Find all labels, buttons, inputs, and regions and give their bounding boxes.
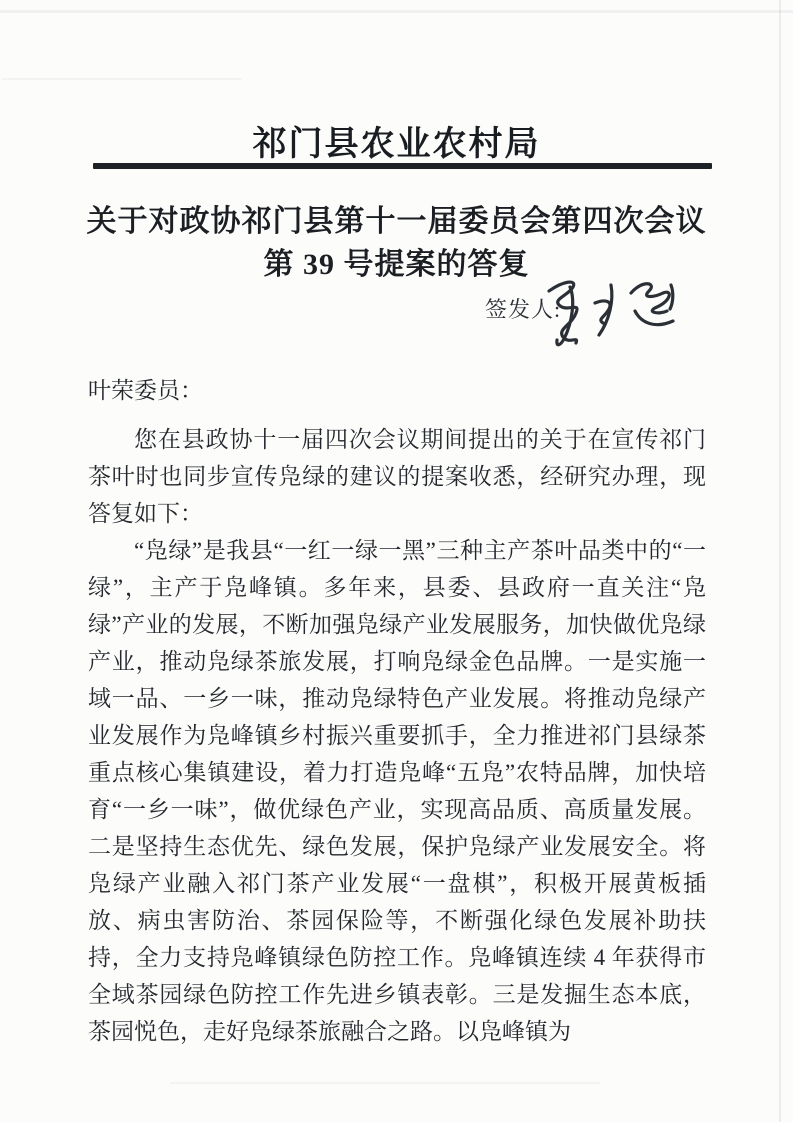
- signoff-row: [485, 293, 561, 324]
- salutation: 叶荣委员：: [88, 378, 203, 403]
- scan-artifact-bottom-streak: [170, 1082, 600, 1084]
- handwritten-signature-icon: [543, 273, 678, 355]
- body-paragraph-2: “凫绿”是我县“一红一绿一黑”三种主产茶叶品类中的“一绿”，主产于凫峰镇。多年来，县委、县政府一直关注“凫绿”产业的发展，不断加强凫绿产业发展服务，加快做优凫绿产业，推动凫绿茶旅发展，打响凫绿金色品牌。一是实施一域一品、一乡一味，推动凫绿特色产业发展。将推动凫绿产业发展作为凫峰镇乡村振兴重要抓手，全力推进祁门县绿茶重点核心集镇建设，着力打造凫峰“五凫”农特品牌，加快培育“一乡一味”，做优绿色产业，实现高品质、高质量发展。二是坚持生态优先、绿色发展，保护凫绿产业发展安全。将凫绿产业融入祁门茶产业发展“一盘棋”，积极开展黄板插放、病虫害防治、茶园保险等，不断强化绿色发展补助扶持，全力支持凫峰镇绿色防控工作。凫峰镇连续 4 年获得市全域茶园绿色防控工作先进乡镇表彰。三是发掘生态本底，茶园悦色，走好凫绿茶旅融合之路。以凫峰镇为: [88, 538, 706, 1044]
- letterhead-divider-rule: [93, 163, 712, 169]
- signer-label: 签发人:: [485, 297, 562, 322]
- document-title-line2: 第 39 号提案的答复: [263, 248, 530, 281]
- letterhead-agency-name: 祁门县农业农村局: [252, 125, 541, 163]
- document-title-line1: 关于对政协祁门县第十一届委员会第四次会议: [86, 205, 707, 238]
- scan-artifact-mid-streak: [2, 78, 242, 80]
- scan-artifact-right-edge: [779, 0, 781, 1122]
- body-paragraph-1: 您在县政协十一届四次会议期间提出的关于在宣传祁门茶叶时也同步宣传凫绿的建议的提案收悉，经研究办理，现答复如下：: [88, 427, 706, 526]
- scan-artifact-top-streak: [0, 10, 793, 13]
- letter-body: [88, 372, 706, 1050]
